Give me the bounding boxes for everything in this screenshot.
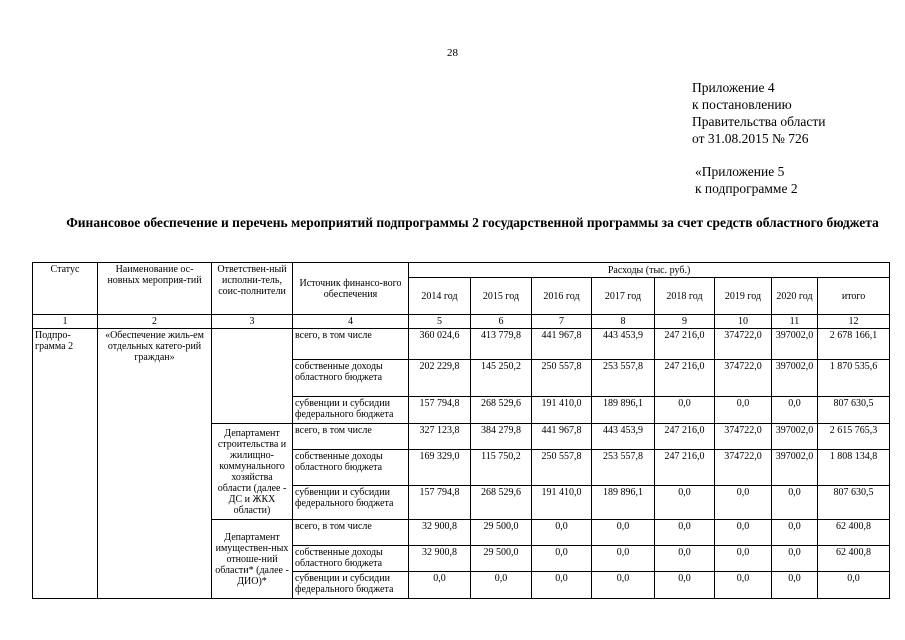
value-cell: 32 900,8 bbox=[409, 520, 471, 546]
value-cell: 0,0 bbox=[715, 397, 772, 424]
value-cell: 413 779,8 bbox=[471, 329, 532, 360]
activity-cell: «Обеспечение жиль-ем отдельных катего-рий граждан» bbox=[98, 329, 212, 599]
funding-source-cell: субвенции и субсидии федерального бюджета bbox=[293, 486, 409, 520]
column-number: 1 bbox=[33, 315, 98, 329]
appendix2-line-1: «Приложение 5 bbox=[695, 164, 785, 179]
value-cell: 0,0 bbox=[655, 572, 715, 599]
value-cell: 29 500,0 bbox=[471, 546, 532, 572]
total-cell: 807 630,5 bbox=[818, 397, 890, 424]
value-cell: 0,0 bbox=[532, 520, 592, 546]
header-status: Статус bbox=[33, 263, 98, 315]
value-cell: 253 557,8 bbox=[592, 450, 655, 486]
table-row bbox=[33, 329, 890, 360]
column-number: 10 bbox=[715, 315, 772, 329]
funding-source-cell: всего, в том числе bbox=[293, 424, 409, 450]
value-cell: 253 557,8 bbox=[592, 360, 655, 397]
value-cell: 0,0 bbox=[715, 572, 772, 599]
value-cell: 0,0 bbox=[532, 546, 592, 572]
value-cell: 0,0 bbox=[409, 572, 471, 599]
value-cell: 268 529,6 bbox=[471, 486, 532, 520]
value-cell: 268 529,6 bbox=[471, 397, 532, 424]
value-cell: 157 794,8 bbox=[409, 397, 471, 424]
header-year: 2019 год bbox=[715, 278, 772, 315]
value-cell: 191 410,0 bbox=[532, 486, 592, 520]
funding-source-cell: собственные доходы областного бюджета bbox=[293, 360, 409, 397]
header-activity-name: Наименование ос-новных мероприя-тий bbox=[98, 263, 212, 315]
funding-source-cell: всего, в том числе bbox=[293, 520, 409, 546]
value-cell: 0,0 bbox=[592, 520, 655, 546]
value-cell: 29 500,0 bbox=[471, 520, 532, 546]
value-cell: 157 794,8 bbox=[409, 486, 471, 520]
value-cell: 397002,0 bbox=[772, 424, 818, 450]
value-cell: 169 329,0 bbox=[409, 450, 471, 486]
value-cell: 0,0 bbox=[715, 520, 772, 546]
value-cell: 0,0 bbox=[772, 486, 818, 520]
column-number: 12 bbox=[818, 315, 890, 329]
column-number: 3 bbox=[212, 315, 293, 329]
header-responsible: Ответствен-ный исполни-тель, соис-полнители bbox=[212, 263, 293, 315]
value-cell: 0,0 bbox=[532, 572, 592, 599]
value-cell: 0,0 bbox=[715, 546, 772, 572]
value-cell: 327 123,8 bbox=[409, 424, 471, 450]
value-cell: 0,0 bbox=[655, 486, 715, 520]
value-cell: 247 216,0 bbox=[655, 329, 715, 360]
value-cell: 384 279,8 bbox=[471, 424, 532, 450]
value-cell: 0,0 bbox=[592, 546, 655, 572]
responsible-cell: Департамент строительства и жилищно-коммунального хозяйства области (далее - ДС и ЖКХ области) bbox=[212, 424, 293, 520]
header-year: 2016 год bbox=[532, 278, 592, 315]
value-cell: 247 216,0 bbox=[655, 360, 715, 397]
value-cell: 441 967,8 bbox=[532, 329, 592, 360]
value-cell: 0,0 bbox=[471, 572, 532, 599]
header-year: 2015 год bbox=[471, 278, 532, 315]
total-cell: 1 870 535,6 bbox=[818, 360, 890, 397]
funding-source-cell: собственные доходы областного бюджета bbox=[293, 546, 409, 572]
value-cell: 0,0 bbox=[772, 520, 818, 546]
financing-table bbox=[32, 262, 890, 599]
value-cell: 191 410,0 bbox=[532, 397, 592, 424]
responsible-cell bbox=[212, 329, 293, 424]
column-number: 8 bbox=[592, 315, 655, 329]
value-cell: 247 216,0 bbox=[655, 450, 715, 486]
header-year: 2020 год bbox=[772, 278, 818, 315]
column-number-row bbox=[33, 315, 890, 329]
value-cell: 441 967,8 bbox=[532, 424, 592, 450]
value-cell: 397002,0 bbox=[772, 329, 818, 360]
value-cell: 115 750,2 bbox=[471, 450, 532, 486]
value-cell: 0,0 bbox=[772, 572, 818, 599]
value-cell: 0,0 bbox=[592, 572, 655, 599]
status-cell: Подпро-грамма 2 bbox=[33, 329, 98, 599]
column-number: 6 bbox=[471, 315, 532, 329]
column-number: 4 bbox=[293, 315, 409, 329]
total-cell: 807 630,5 bbox=[818, 486, 890, 520]
appendix-line-2: к постановлению bbox=[692, 97, 792, 112]
value-cell: 250 557,8 bbox=[532, 450, 592, 486]
value-cell: 374722,0 bbox=[715, 329, 772, 360]
column-number: 11 bbox=[772, 315, 818, 329]
header-year: 2018 год bbox=[655, 278, 715, 315]
column-number: 7 bbox=[532, 315, 592, 329]
value-cell: 189 896,1 bbox=[592, 397, 655, 424]
value-cell: 0,0 bbox=[715, 486, 772, 520]
appendix2-line-2: к подпрограмме 2 bbox=[695, 181, 798, 196]
value-cell: 189 896,1 bbox=[592, 486, 655, 520]
value-cell: 374722,0 bbox=[715, 360, 772, 397]
funding-source-cell: субвенции и субсидии федерального бюджета bbox=[293, 572, 409, 599]
value-cell: 443 453,9 bbox=[592, 424, 655, 450]
total-cell: 1 808 134,8 bbox=[818, 450, 890, 486]
value-cell: 374722,0 bbox=[715, 424, 772, 450]
value-cell: 443 453,9 bbox=[592, 329, 655, 360]
header-funding-source: Источник финансо-вого обеспечения bbox=[293, 263, 409, 315]
value-cell: 0,0 bbox=[772, 397, 818, 424]
table-header-row bbox=[33, 263, 890, 278]
value-cell: 250 557,8 bbox=[532, 360, 592, 397]
appendix-reference bbox=[692, 79, 825, 147]
value-cell: 397002,0 bbox=[772, 360, 818, 397]
total-cell: 2 615 765,3 bbox=[818, 424, 890, 450]
header-expenses: Расходы (тыс. руб.) bbox=[409, 263, 890, 278]
header-year: 2017 год bbox=[592, 278, 655, 315]
value-cell: 0,0 bbox=[655, 397, 715, 424]
value-cell: 247 216,0 bbox=[655, 424, 715, 450]
appendix-line-1: Приложение 4 bbox=[692, 80, 775, 95]
document-title: Финансовое обеспечение и перечень мероприятий подпрограммы 2 государственной программы за счет средств областного бюджета bbox=[66, 215, 879, 230]
value-cell: 374722,0 bbox=[715, 450, 772, 486]
value-cell: 32 900,8 bbox=[409, 546, 471, 572]
total-cell: 2 678 166,1 bbox=[818, 329, 890, 360]
value-cell: 0,0 bbox=[772, 546, 818, 572]
responsible-cell: Департамент имуществен-ных отноше-ний области* (далее - ДИО)* bbox=[212, 520, 293, 599]
value-cell: 145 250,2 bbox=[471, 360, 532, 397]
page-number: 28 bbox=[447, 47, 458, 59]
column-number: 5 bbox=[409, 315, 471, 329]
appendix-line-4: от 31.08.2015 № 726 bbox=[692, 131, 809, 146]
total-cell: 62 400,8 bbox=[818, 520, 890, 546]
subprogram-appendix-reference bbox=[695, 163, 798, 197]
value-cell: 202 229,8 bbox=[409, 360, 471, 397]
header-year: 2014 год bbox=[409, 278, 471, 315]
funding-source-cell: всего, в том числе bbox=[293, 329, 409, 360]
value-cell: 0,0 bbox=[655, 546, 715, 572]
value-cell: 360 024,6 bbox=[409, 329, 471, 360]
value-cell: 0,0 bbox=[655, 520, 715, 546]
funding-source-cell: субвенции и субсидии федерального бюджета bbox=[293, 397, 409, 424]
value-cell: 397002,0 bbox=[772, 450, 818, 486]
total-cell: 62 400,8 bbox=[818, 546, 890, 572]
appendix-line-3: Правительства области bbox=[692, 114, 826, 129]
header-total: итого bbox=[818, 278, 890, 315]
column-number: 2 bbox=[98, 315, 212, 329]
column-number: 9 bbox=[655, 315, 715, 329]
funding-source-cell: собственные доходы областного бюджета bbox=[293, 450, 409, 486]
total-cell: 0,0 bbox=[818, 572, 890, 599]
